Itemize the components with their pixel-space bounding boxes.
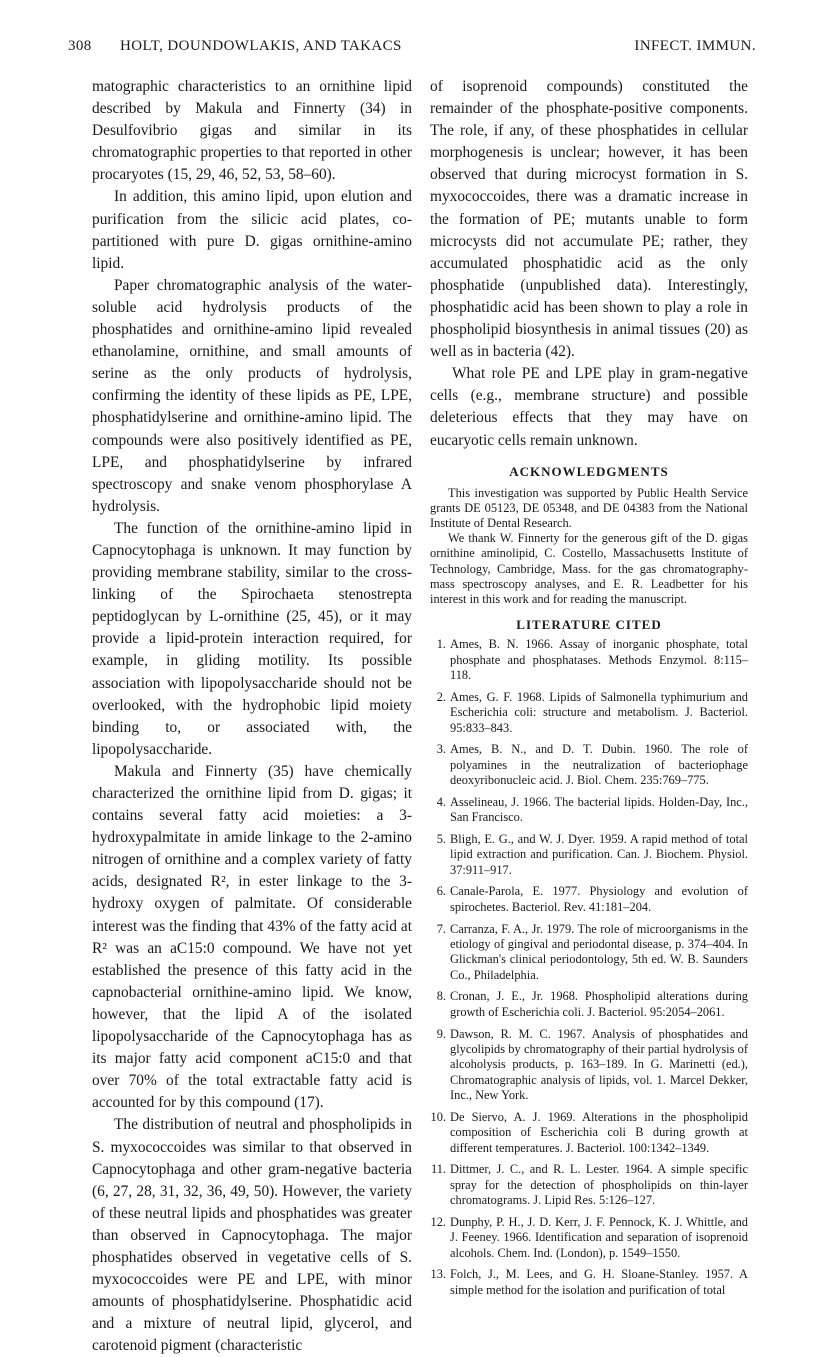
reference-number: 13. xyxy=(430,1267,446,1282)
body-paragraph: Makula and Finnerty (35) have chemically characterized the ornithine lipid from D. gigas; it contains several fatty acid moieties: a 3-hydroxypalmitate in amide linkage to the 2-amino nitrogen of ornithine and a complex variety of fatty acids, designated R², in ester linkage to the 3-hydroxy oxygen of palmitate. Of considerable interest was the finding that 43% of the fatty acid at R² was an aC15:0 compound. We have not yet established the presence of this fatty acid in the capnobacterial ornithine-amino lipid. We know, however, that the lipid A of the isolated lipopolysaccharide of the Capnocytophaga has as its major fatty acid component aC15:0 and that over 70% of the total extractable fatty acid is accounted for by this compound (17). xyxy=(92,762,412,1112)
literature-cited-heading: LITERATURE CITED xyxy=(516,617,662,633)
reference-number: 1. xyxy=(436,637,446,652)
reference-item xyxy=(430,832,748,878)
reference-number: 12. xyxy=(430,1214,446,1229)
reference-list xyxy=(430,637,748,1298)
reference-number: 6. xyxy=(436,884,446,899)
reference-number: 4. xyxy=(436,794,446,809)
reference-item xyxy=(430,1267,748,1298)
running-header xyxy=(68,38,756,62)
reference-number: 2. xyxy=(436,689,446,704)
body-paragraph: In addition, this amino lipid, upon elution and purification from the silicic acid plates, co-partitioned with pure D. gigas ornithine-amino lipid. xyxy=(92,188,412,272)
body-paragraph: Paper chromatographic analysis of the water-soluble acid hydrolysis products of the phosphatides and ornithine-amino lipid revealed ethanolamine, ornithine, and small amounts of serine as the only products of hydrolysis, confirming the identity of these lipids as PE, LPE, phosphatidylserine and ornithine-amino lipid. The compounds were also positively identified as PE, LPE, and phosphatidylserine by infrared spectroscopy and snake venom phosphorylase A hydrolysis. xyxy=(92,276,412,515)
reference-item xyxy=(430,1110,748,1156)
reference-number: 7. xyxy=(436,921,446,936)
reference-number: 3. xyxy=(436,742,446,757)
reference-item xyxy=(430,922,748,984)
page-number: 308 xyxy=(68,38,92,54)
acknowledgment-paragraph: This investigation was supported by Public Health Service grants DE 05123, DE 05348, and DE 04383 from the National Institute of Dental Research. xyxy=(430,485,748,530)
reference-item xyxy=(430,795,748,826)
acknowledgments-heading: ACKNOWLEDGMENTS xyxy=(509,463,669,479)
reference-text: Bligh, E. G., and W. J. Dyer. 1959. A rapid method of total lipid extraction and purification. Can. J. Biochem. Physiol. 37:911–917. xyxy=(450,831,748,877)
reference-number: 11. xyxy=(430,1162,446,1177)
reference-item xyxy=(430,1027,748,1104)
body-paragraph: The function of the ornithine-amino lipid in Capnocytophaga is unknown. It may function by providing membrane stability, similar to the cross-linking of the Spirochaeta stenostrepta peptidoglycan by L-ornithine (25, 45), or it may provide a lipid-protein interaction required, for example, in gliding motility. Its possible association with lipopolysaccharide should not be overlooked, with the hydrophobic lipid moiety binding to, or associated with, the lipopolysaccharide. xyxy=(92,519,412,758)
reference-text: Ames, B. N., and D. T. Dubin. 1960. The role of polyamines in the neutralization of bacteriophage deoxyribonucleic acid. J. Biol. Chem. 235:769–775. xyxy=(450,742,748,788)
reference-item xyxy=(430,884,748,915)
reference-text: Folch, J., M. Lees, and G. H. Sloane-Stanley. 1957. A simple method for the isolation and purification of total xyxy=(450,1267,748,1297)
right-column xyxy=(430,76,748,1305)
body-paragraph: What role PE and LPE play in gram-negative cells (e.g., membrane structure) and possible deleterious effects that they may have on eucaryotic cells remain unknown. xyxy=(430,365,748,449)
reference-text: Ames, B. N. 1966. Assay of inorganic phosphate, total phosphate and phosphatases. Methods Enzymol. 8:115–118. xyxy=(450,637,748,683)
reference-item xyxy=(430,742,748,788)
reference-item xyxy=(430,1215,748,1261)
reference-text: Dunphy, P. H., J. D. Kerr, J. F. Pennock, K. J. Whittle, and J. Feeney. 1966. Identification and separation of isoprenoid alcohols. Chem. Ind. (London), p. 1549–1550. xyxy=(450,1214,748,1260)
left-column xyxy=(92,76,412,1357)
reference-item xyxy=(430,637,748,683)
body-paragraph: of isoprenoid compounds) constituted the remainder of the phosphate-positive components. The role, if any, of these phosphatides in cellular morphogenesis is unclear; however, it has been observed that during microcyst formation in S. myxococcoides, there was a dramatic increase in the formation of PE; mutants unable to form microcysts did not accumulate PE; rather, they accumulated phosphatidic acid as the only phosphatide (unpublished data). Interestingly, phosphatidic acid has been shown to play a role in phospholipid biosynthesis in animal tissues (20) as well as in bacteria (42). xyxy=(430,78,748,361)
body-paragraph: matographic characteristics to an ornithine lipid described by Makula and Finnerty (34) in Desulfovibrio gigas and similar in its chromatographic properties to that reported in other procaryotes (15, 29, 46, 52, 53, 58–60). xyxy=(92,78,412,184)
reference-item xyxy=(430,1162,748,1208)
reference-text: Carranza, F. A., Jr. 1979. The role of microorganisms in the etiology of gingival and periodontal disease, p. 374–404. In Glickman's clinical periodontology, 5th ed. W. B. Saunders Co., Philadelphia. xyxy=(450,921,748,982)
reference-text: De Siervo, A. J. 1969. Alterations in the phospholipid composition of Escherichia coli B during growth at different temperatures. J. Bacteriol. 100:1342–1349. xyxy=(450,1109,748,1155)
reference-text: Ames, G. F. 1968. Lipids of Salmonella typhimurium and Escherichia coli: structure and metabolism. J. Bacteriol. 95:833–843. xyxy=(450,689,748,735)
running-authors: HOLT, DOUNDOWLAKIS, AND TAKACS xyxy=(120,38,402,54)
reference-number: 10. xyxy=(430,1109,446,1124)
reference-number: 5. xyxy=(436,831,446,846)
reference-item xyxy=(430,989,748,1020)
reference-text: Cronan, J. E., Jr. 1968. Phospholipid alterations during growth of Escherichia coli. J. Bacteriol. 95:2054–2061. xyxy=(450,989,748,1019)
body-paragraph: The distribution of neutral and phospholipids in S. myxococcoides was similar to that observed in Capnocytophaga and other gram-negative bacteria (6, 27, 28, 31, 32, 36, 49, 50). However, the variety of these neutral lipids and phosphatides was greater than observed in Capnocytophaga. The major phosphatides observed in vegetative cells of S. myxococcoides were PE and LPE, with minor amounts of phosphatidylserine. Phosphatidic acid and a mixture of neutral lipid, glycerol, and carotenoid pigment (characteristic xyxy=(92,1116,412,1355)
journal-name: INFECT. IMMUN. xyxy=(634,38,756,54)
reference-text: Dittmer, J. C., and R. L. Lester. 1964. A simple specific spray for the detection of phospholipids on thin-layer chromatograms. J. Lipid Res. 5:126–127. xyxy=(450,1162,748,1208)
reference-text: Dawson, R. M. C. 1967. Analysis of phosphatides and glycolipids by chromatography of their partial hydrolysis of alcoholysis products, p. 163–189. In G. Marinetti (ed.), Chromatographic analysis of lipids, vol. 1. Marcel Dekker, Inc., New York. xyxy=(450,1026,748,1103)
acknowledgment-paragraph: We thank W. Finnerty for the generous gift of the D. gigas ornithine aminolipid, C. Costello, Massachusetts Institute of Technology, Cambridge, Mass. for the gas chromatography-mass spectroscopy analyses, and E. R. Leadbetter for his interest in this work and for reading the manuscript. xyxy=(430,531,748,607)
reference-text: Asselineau, J. 1966. The bacterial lipids. Holden-Day, Inc., San Francisco. xyxy=(450,794,748,825)
reference-text: Canale-Parola, E. 1977. Physiology and evolution of spirochetes. Bacteriol. Rev. 41:181–204. xyxy=(450,884,748,914)
reference-number: 9. xyxy=(436,1026,446,1041)
reference-number: 8. xyxy=(436,989,446,1004)
reference-item xyxy=(430,690,748,736)
